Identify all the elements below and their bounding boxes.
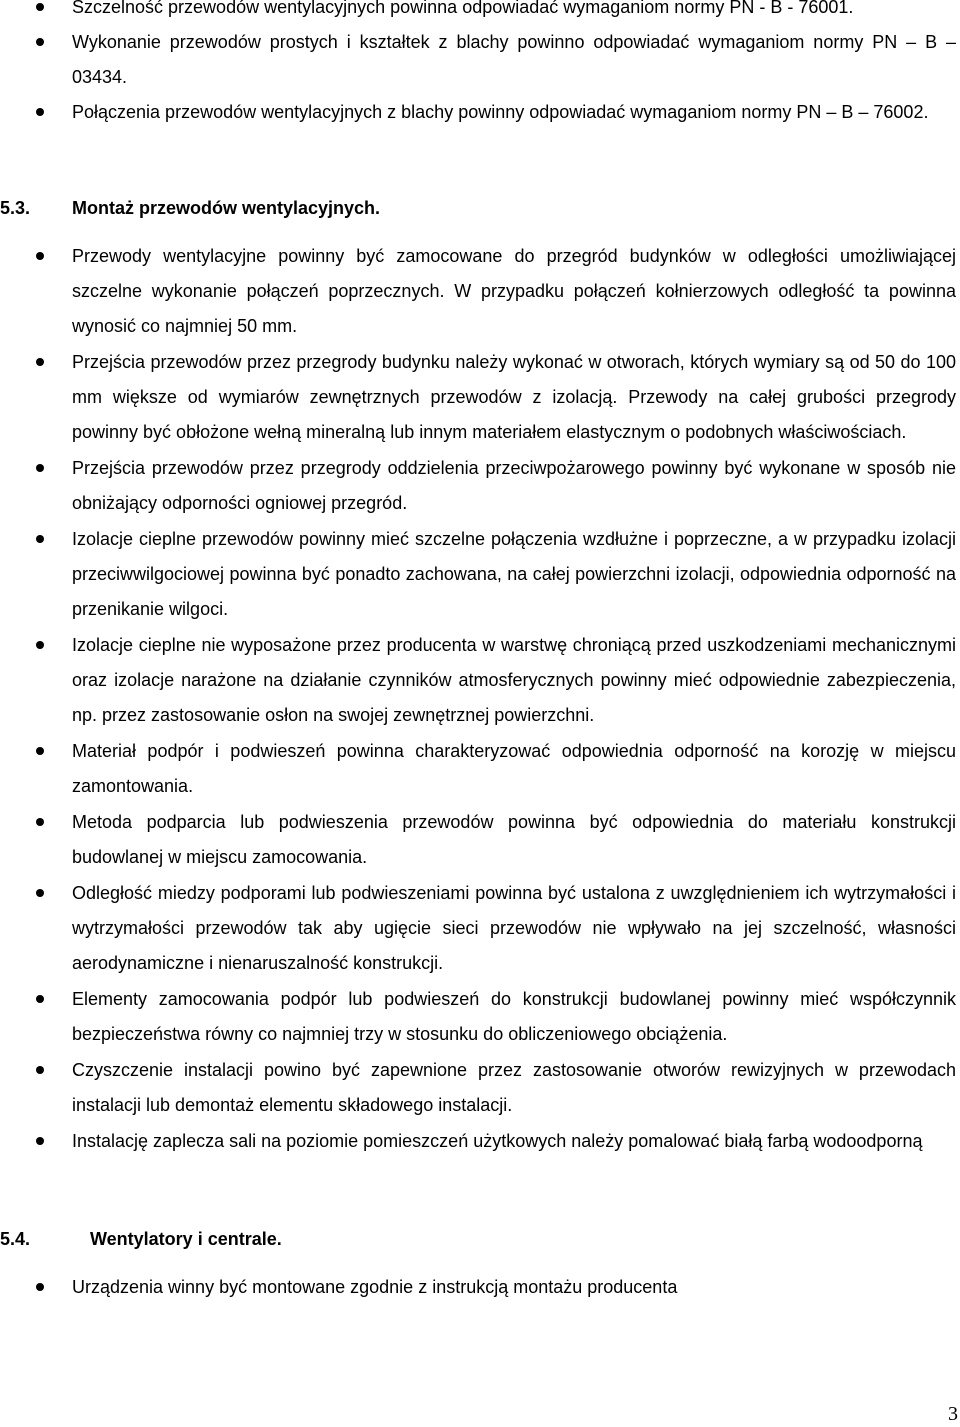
section-heading-5-4 — [0, 1222, 958, 1257]
bullet-icon — [36, 641, 44, 649]
bullet-icon — [36, 818, 44, 826]
intro-list — [0, 0, 958, 130]
bullet-icon — [36, 464, 44, 472]
list-item: Izolacje cieplne przewodów powinny mieć szczelne połączenia wzdłużne i poprzeczne, a w przypadku izolacji przeciwwilgociowej powinna być ponadto zachowana, na całej powierzchni izolacji, odpowiednia odporność na przenikanie wilgoci. — [0, 522, 958, 627]
bullet-icon — [36, 108, 44, 116]
bullet-icon — [36, 38, 44, 46]
section-number: 5.4. — [0, 1229, 31, 1249]
section-number: 5.3. — [0, 198, 31, 218]
list-item: Odległość miedzy podporami lub podwieszeniami powinna być ustalona z uwzględnieniem ich wytrzymałości i wytrzymałości przewodów tak aby ugięcie sieci przewodów nie wpływało na jej szczelność, własności aerodynamiczne i nienaruszalność konstrukcji. — [0, 876, 958, 981]
list-item: Metoda podparcia lub podwieszenia przewodów powinna być odpowiednia do materiału konstrukcji budowlanej w miejscu zamocowania. — [0, 805, 958, 875]
bullet-icon — [36, 535, 44, 543]
page-number: 3 — [948, 1403, 958, 1425]
bullet-icon — [36, 889, 44, 897]
list-item: Przewody wentylacyjne powinny być zamocowane do przegród budynków w odległości umożliwiającej szczelne wykonanie połączeń poprzecznych. W przypadku połączeń kołnierzowych odległość ta powinna wynosić co najmniej 50 mm. — [0, 239, 958, 344]
section-5-3-list — [0, 239, 958, 1160]
section-5-4-list — [0, 1270, 958, 1305]
bullet-icon — [36, 1066, 44, 1074]
list-item: Wykonanie przewodów prostych i kształtek z blachy powinno odpowiadać wymaganiom normy PN – B – 03434. — [0, 25, 958, 95]
list-item: Instalację zaplecza sali na poziomie pomieszczeń użytkowych należy pomalować białą farbą wodoodporną — [0, 1124, 958, 1159]
list-item: Izolacje cieplne nie wyposażone przez producenta w warstwę chroniącą przed uszkodzeniami mechanicznymi oraz izolacje narażone na działanie czynników atmosferycznych powinny mieć odpowiednie zabezpieczenia, np. przez zastosowanie osłon na swojej zewnętrznej powierzchni. — [0, 628, 958, 733]
list-item: Czyszczenie instalacji powino być zapewnione przez zastosowanie otworów rewizyjnych w przewodach instalacji lub demontaż elementu składowego instalacji. — [0, 1053, 958, 1123]
list-item: Przejścia przewodów przez przegrody budynku należy wykonać w otworach, których wymiary są od 50 do 100 mm większe od wymiarów zewnętrznych przewodów z izolacją. Przewody na całej grubości przegrody powinny być obłożone wełną mineralną lub innym materiałem elastycznym o podobnych właściwościach. — [0, 345, 958, 450]
list-item: Przejścia przewodów przez przegrody oddzielenia przeciwpożarowego powinny być wykonane w sposób nie obniżający odporności ogniowej przegród. — [0, 451, 958, 521]
list-item: Materiał podpór i podwieszeń powinna charakteryzować odpowiednia odporność na korozję w miejscu zamontowania. — [0, 734, 958, 804]
section-title: Montaż przewodów wentylacyjnych. — [72, 198, 381, 218]
section-heading-5-3 — [0, 191, 958, 226]
list-item: Szczelność przewodów wentylacyjnych powinna odpowiadać wymaganiom normy PN - B - 76001. — [0, 0, 958, 25]
bullet-icon — [36, 747, 44, 755]
list-item: Elementy zamocowania podpór lub podwieszeń do konstrukcji budowlanej powinny mieć współczynnik bezpieczeństwa równy co najmniej trzy w stosunku do obliczeniowego obciążenia. — [0, 982, 958, 1052]
list-item: Połączenia przewodów wentylacyjnych z blachy powinny odpowiadać wymaganiom normy PN – B – 76002. — [0, 95, 958, 130]
list-item: Urządzenia winny być montowane zgodnie z instrukcją montażu producenta — [0, 1270, 958, 1305]
bullet-icon — [36, 1137, 44, 1145]
bullet-icon — [36, 1283, 44, 1291]
bullet-icon — [36, 252, 44, 260]
section-title: Wentylatory i centrale. — [90, 1229, 282, 1249]
bullet-icon — [36, 995, 44, 1003]
bullet-icon — [36, 358, 44, 366]
bullet-icon — [36, 3, 44, 11]
